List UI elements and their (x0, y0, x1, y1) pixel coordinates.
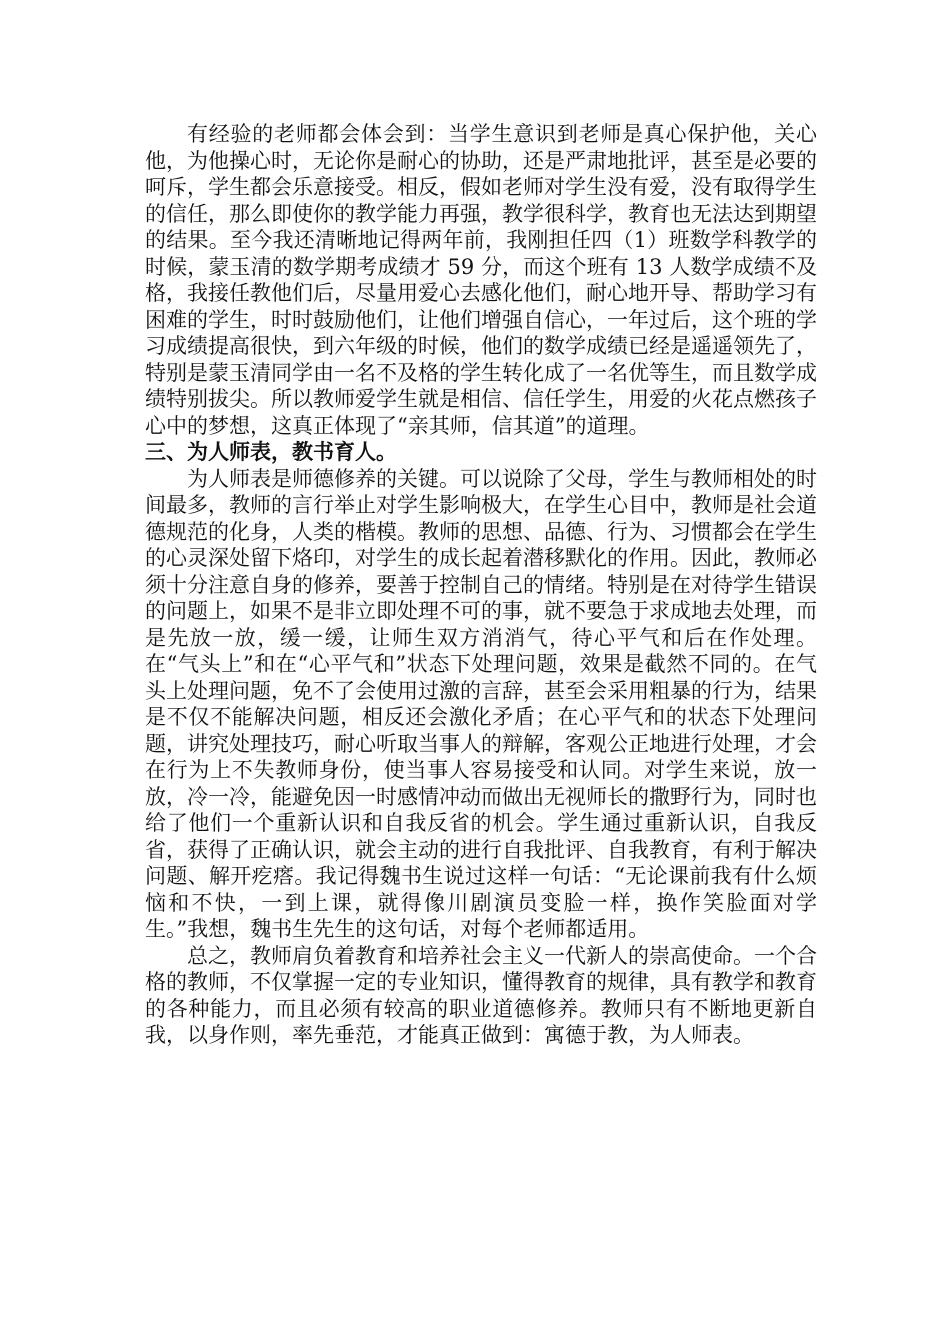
document-body (145, 121, 817, 1049)
paragraph-role-model: 为人师表是师德修养的关键。可以说除了父母，学生与教师相处的时间最多，教师的言行举止对学生影响极大，在学生心目中，教师是社会道德规范的化身，人类的楷模。教师的思想、品德、行为、习惯都会在学生的心灵深处留下烙印，对学生的成长起着潜移默化的作用。因此，教师必须十分注意自身的修养，要善于控制自己的情绪。特别是在对待学生错误的问题上，如果不是非立即处理不可的事，就不要急于求成地去处理，而是先放一放，缓一缓，让师生双方消消气，待心平气和后在作处理。在“气头上”和在“心平气和”状态下处理问题，效果是截然不同的。在气头上处理问题，免不了会使用过激的言辞，甚至会采用粗暴的行为，结果是不仅不能解决问题，相反还会激化矛盾；在心平气和的状态下处理问题，讲究处理技巧，耐心听取当事人的辩解，客观公正地进行处理，才会在行为上不失教师身份，使当事人容易接受和认同。对学生来说，放一放，冷一冷，能避免因一时感情冲动而做出无视师长的撒野行为，同时也给了他们一个重新认识和自我反省的机会。学生通过重新认识，自我反省，获得了正确认识，就会主动的进行自我批评、自我教育，有利于解决问题、解开疙瘩。我记得魏书生说过这样一句话：“无论课前我有什么烦恼和不快，一到上课，就得像川剧演员变脸一样，换作笑脸面对学生。”我想，魏书生先生的这句话，对每个老师都适用。 (145, 466, 817, 941)
paragraph-conclusion: 总之，教师肩负着教育和培养社会主义一代新人的崇高使命。一个合格的教师，不仅掌握一定的专业知识，懂得教育的规律，具有教学和教育的各种能力，而且必须有较高的职业道德修养。教师只有不断地更新自我，以身作则，率先垂范，才能真正做到：寓德于教，为人师表。 (145, 943, 817, 1047)
section-heading-3: 三、为人师表，教书育人。 (145, 440, 397, 464)
paragraph-teacher-love: 有经验的老师都会体会到：当学生意识到老师是真心保护他，关心他，为他操心时，无论你是耐心的协助，还是严肃地批评，甚至是必要的呵斥，学生都会乐意接受。相反，假如老师对学生没有爱，没有取得学生的信任，那么即使你的教学能力再强，教学很科学，教育也无法达到期望的结果。至今我还清晰地记得两年前，我刚担任四（1）班数学科教学的时候，蒙玉清的数学期考成绩才 59 分，而这个班有 13 人数学成绩不及格，我接任教他们后，尽量用爱心去感化他们，耐心地开导、帮助学习有困难的学生，时时鼓励他们，让他们增强自信心，一年过后，这个班的学习成绩提高很快，到六年级的时候，他们的数学成绩已经是遥遥领先了，特别是蒙玉清同学由一名不及格的学生转化成了一名优等生，而且数学成绩特别拔尖。所以教师爱学生就是相信、信任学生，用爱的火花点燃孩子心中的梦想，这真正体现了“亲其师，信其道”的道理。 (145, 122, 817, 438)
